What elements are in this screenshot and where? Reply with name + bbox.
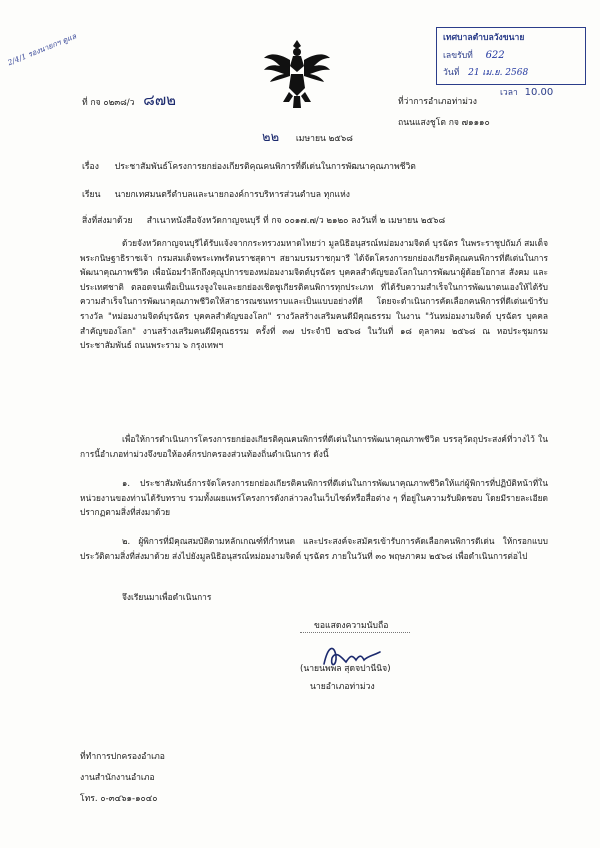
stamp-time-label: เวลา <box>500 88 518 98</box>
sender-address: ถนนแสงชูโต กจ ๗๑๑๑๐ <box>398 118 490 128</box>
stamp-time-value: 10.00 <box>524 87 554 98</box>
subject-label: เรื่อง <box>82 162 99 172</box>
stamp-time-row <box>500 86 553 100</box>
stamp-receive-no: 622 <box>485 50 505 61</box>
subject-line <box>82 160 416 174</box>
garuda-emblem-icon <box>262 36 332 110</box>
subject-text: ประชาสัมพันธ์โครงการยกย่องเกียรติคุณคนพิการที่ดีเด่นในการพัฒนาคุณภาพชีวิต <box>114 162 416 172</box>
body-paragraph-4: ๒. ผู้พิการที่มีคุณสมบัติตามหลักเกณฑ์ที่กำหนด และประสงค์จะสมัครเข้ารับการคัดเลือกคนพิการดีเด่น ให้กรอกแบบประวัติตามสิ่งที่ส่งมาด้วย ส่งไปยังมูลนิธิอนุสรณ์หม่อมงามจิตต์ บุรฉัตร ภายในวันที่ ๓๐ พฤษภาคม ๒๕๖๘ เพื่อดำเนินการต่อไป <box>80 536 548 561</box>
receive-stamp <box>436 27 586 85</box>
stamp-date-label: วันที่ <box>443 68 460 78</box>
signer-name: (นายนพพล สุดจปานีนิจ) <box>300 664 391 674</box>
document-number-prefix: ที่ กจ ๐๒๓๘/ว <box>82 98 135 108</box>
stamp-date-row <box>443 65 579 82</box>
signature-line <box>300 632 410 633</box>
addressee-text: นายกเทศมนตรีตำบลและนายกองค์การบริหารส่วนตำบล ทุกแห่ง <box>114 190 350 200</box>
attachment-label: สิ่งที่ส่งมาด้วย <box>82 216 133 226</box>
document-number-handwritten: ๘๗๒ <box>143 91 176 109</box>
body-paragraph-5: จึงเรียนมาเพื่อดำเนินการ <box>122 592 212 602</box>
addressee-label: เรียน <box>82 190 101 200</box>
footer-office: ที่ทำการปกครองอำเภอ <box>80 752 165 762</box>
stamp-date-value: 21 เม.ย. 2568 <box>468 68 529 78</box>
date-day-handwritten: ๒๒ <box>262 130 280 145</box>
attachment-line <box>82 214 445 228</box>
footer-division: งานสำนักงานอำเภอ <box>80 773 155 783</box>
margin-handwritten-note: 2/4/1 รองนายกฯ ดูแล <box>6 31 78 68</box>
stamp-receive-row <box>443 47 579 65</box>
stamp-org: เทศบาลตำบลวังขนาย <box>443 33 525 43</box>
footer-phone: โทร. ๐-๓๔๖๑-๑๐๔๐ <box>80 794 158 804</box>
sender-org: ที่ว่าการอำเภอท่าม่วง <box>398 97 477 107</box>
document-date <box>262 131 353 146</box>
addressee-line <box>82 188 350 202</box>
signer-title: นายอำเภอท่าม่วง <box>310 682 375 692</box>
date-month-year: เมษายน ๒๕๖๘ <box>295 134 353 144</box>
closing-visible: ขอแสดงความนับถือ <box>314 621 389 631</box>
body-paragraph-3: ๑. ประชาสัมพันธ์การจัดโครงการยกย่องเกียรติคนพิการที่ดีเด่นในการพัฒนาคุณภาพชีวิตให้แก่ผู้พิการที่ปฏิบัติหน้าที่ในหน่วยงานของท่านได้รับทราบ รวมทั้งเผยแพร่โครงการดังกล่าวลงในเว็บไซต์หรือสื่อต่าง ๆ ที่อยู่ในความรับผิดชอบ โดยมีรายละเอียดปรากฏตามสิ่งที่ส่งมาด้วย <box>80 478 548 518</box>
attachment-text: สำเนาหนังสือจังหวัดกาญจนบุรี ที่ กจ ๐๐๑๗.๗/ว ๒๑๒๐ ลงวันที่ ๒ เมษายน ๒๕๖๘ <box>146 216 446 226</box>
body-paragraph-1: ด้วยจังหวัดกาญจนบุรีได้รับแจ้งจากกระทรวงมหาดไทยว่า มูลนิธิอนุสรณ์หม่อมงามจิตต์ บุรฉัตร ในพระราชูปถัมภ์ สมเด็จพระกนิษฐาธิราชเจ้า กรมสมเด็จพระเทพรัตนราชสุดาฯ สยามบรมราชกุมารี ได้จัดโครงการยกย่องเกียรติคุณคนพิการที่ดีเด่นในการพัฒนาคุณภาพชีวิต เพื่อน้อมรำลึกถึงคุณูปการของหม่อมงามจิตต์บุรฉัตร บุคคลสำคัญของโลกในการพัฒนาผู้ด้อยโอกาส สังคม และประเทศชาติ ตลอดจนเพื่อเป็นแรงจูงใจและยกย่องเชิดชูเกียรติคนพิการทุกประเภท ที่ได้รับความสำเร็จในการพัฒนาตนเองให้ได้รับความสำเร็จในการพัฒนาคุณภาพชีวิตให้สาธารณชนทราบและเป็นแบบอย่างที่ดี โดยจะดำเนินการคัดเลือกคนพิการที่ดีเด่นเข้ารับรางวัล "หม่อมงามจิตต์บุรฉัตร บุคคลสำคัญของโลก" รางวัลสร้างเสริมคนดีมีคุณธรรม ในงาน "วันหม่อมงามจิตต์ บุรฉัตร บุคคลสำคัญของโลก" งานสร้างเสริมคนดีมีคุณธรรม ครั้งที่ ๓๗ ประจำปี ๒๕๖๘ ในวันที่ ๑๘ ตุลาคม ๒๕๖๘ ณ หอประชุมกรมประชาสัมพันธ์ ถนนพระราม ๖ กรุงเทพฯ <box>80 238 548 351</box>
stamp-receive-label: เลขรับที่ <box>443 51 473 61</box>
body-paragraph-2: เพื่อให้การดำเนินการโครงการยกย่องเกียรติคุณคนพิการที่ดีเด่นในการพัฒนาคุณภาพชีวิต บรรลุวัตถุประสงค์ที่วางไว้ ในการนี้อำเภอท่าม่วงจึงขอให้องค์กรปกครองส่วนท้องถิ่นดำเนินการ ดังนี้ <box>80 434 548 459</box>
document-number <box>82 93 176 110</box>
